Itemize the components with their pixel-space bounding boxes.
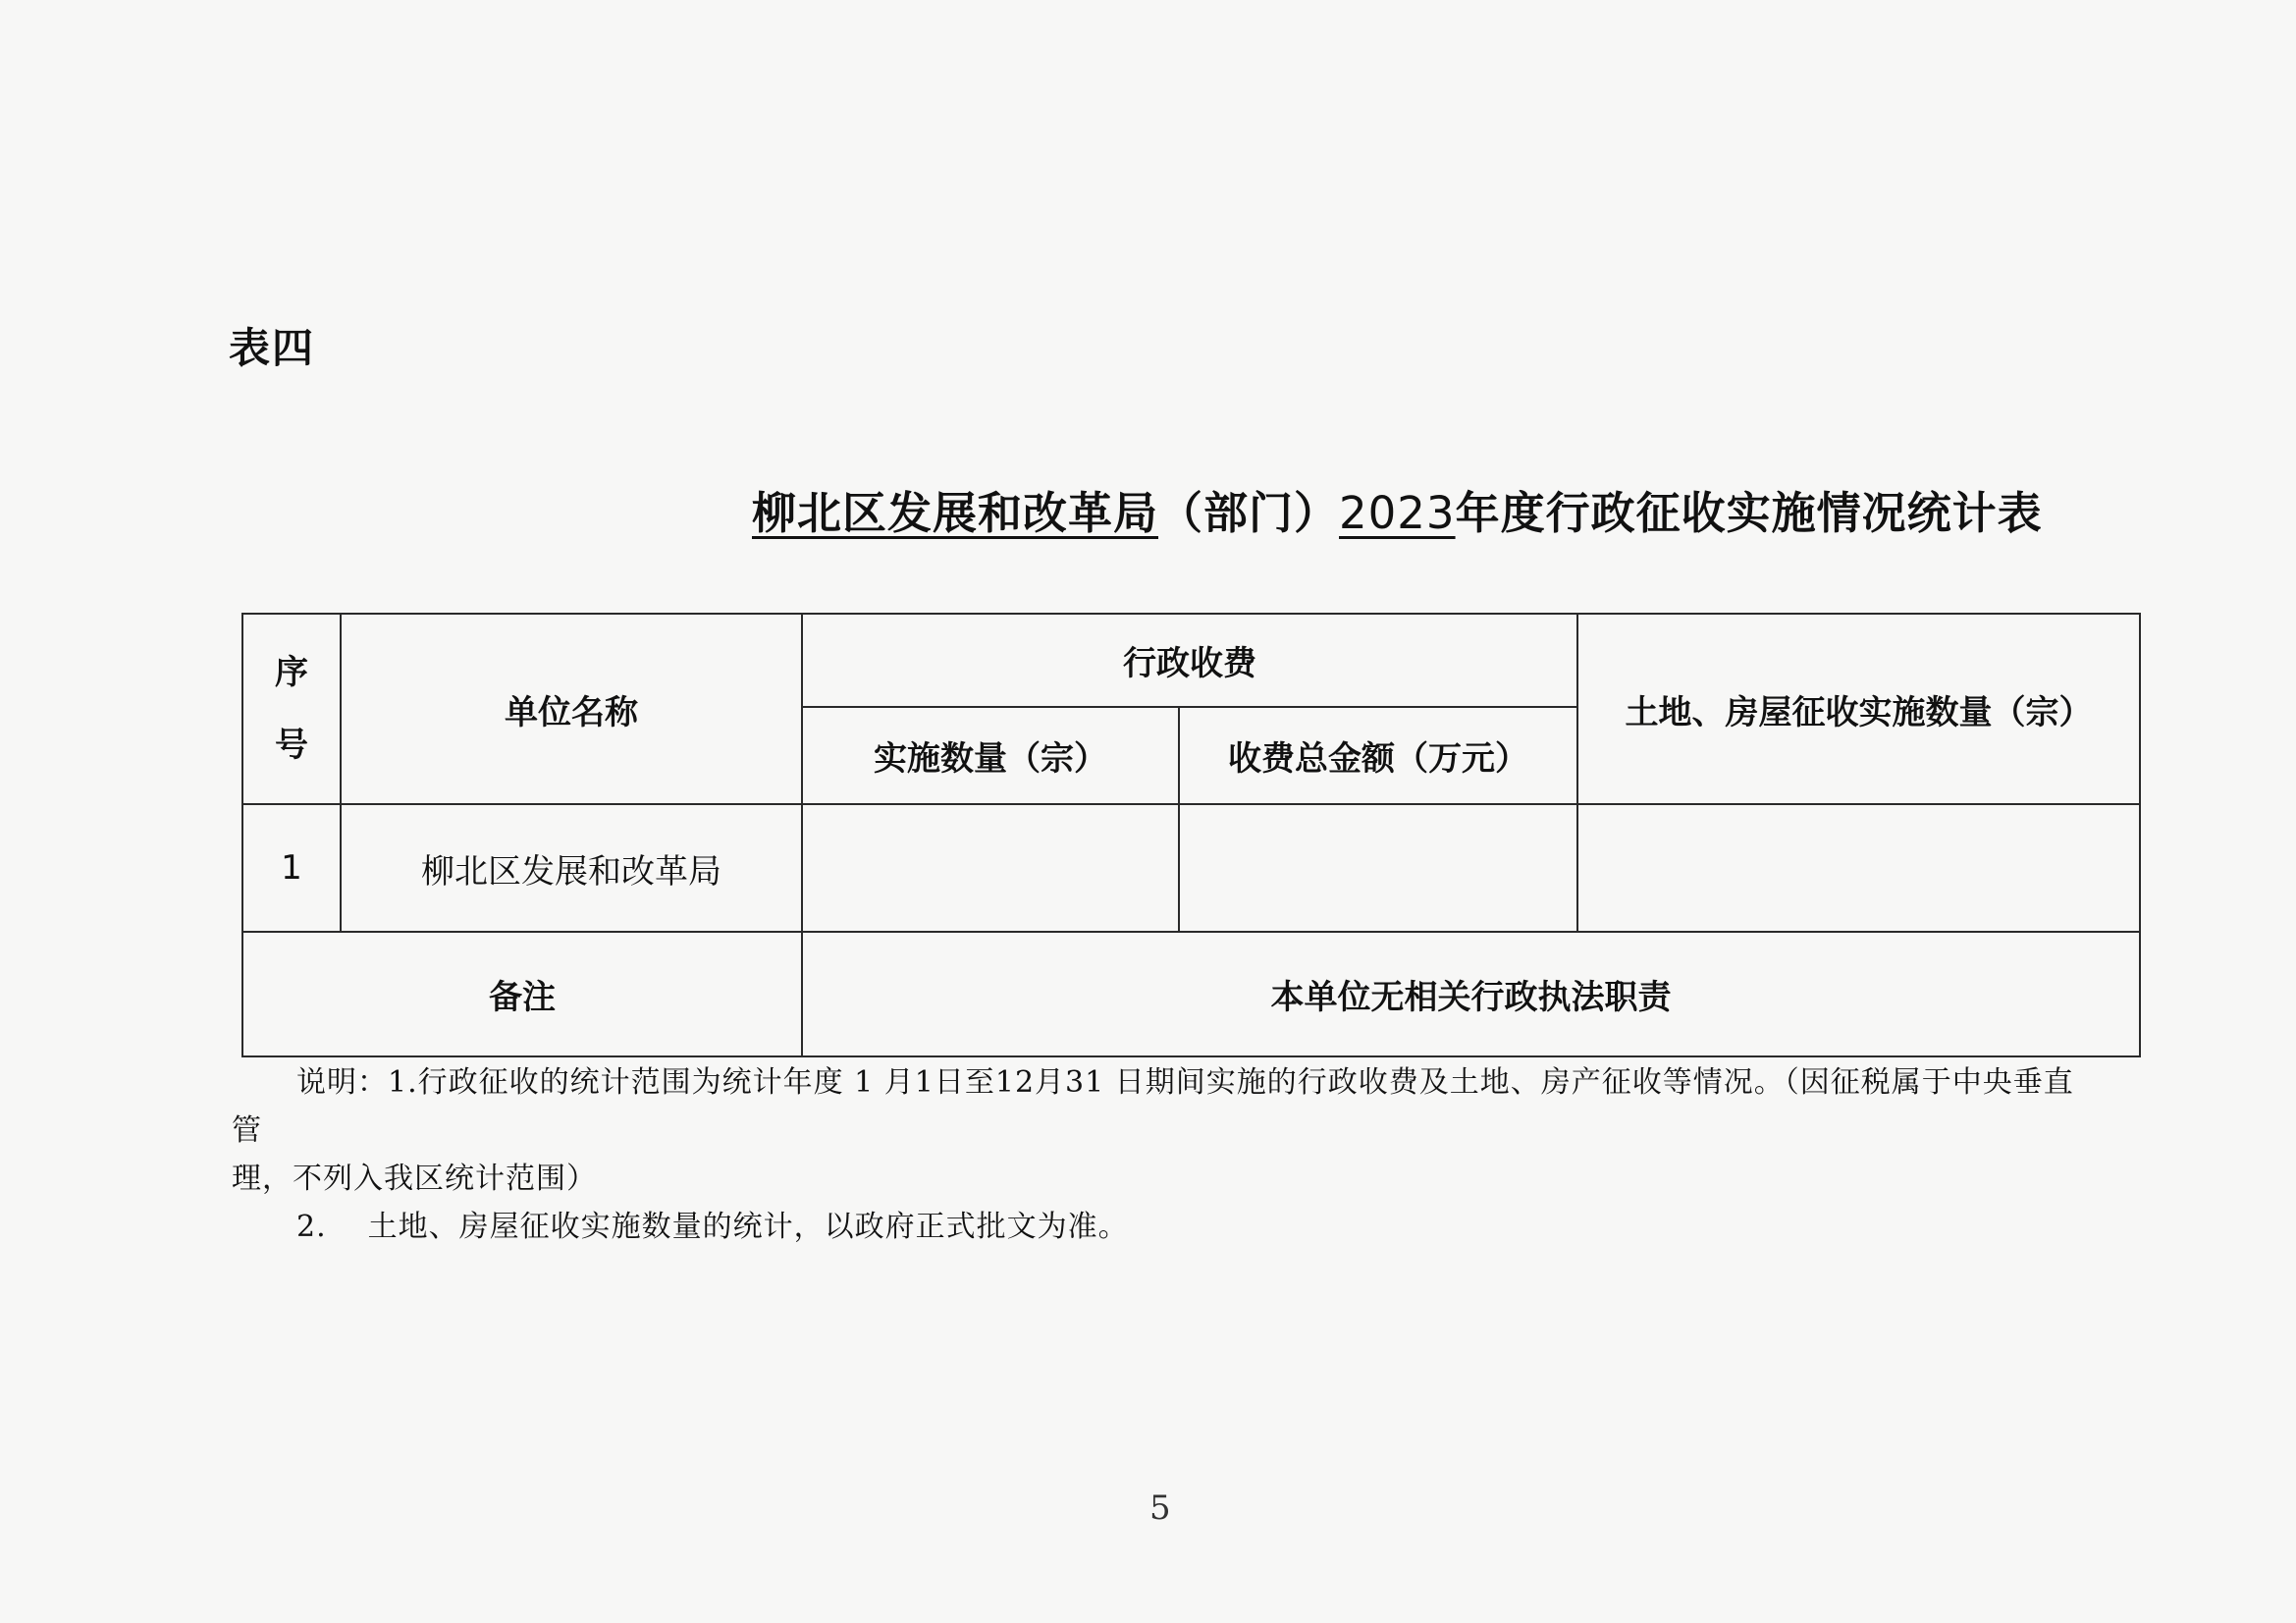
header-land-housing: 土地、房屋征收实施数量（宗） [1577, 614, 2140, 804]
note-line-3 [232, 1203, 2087, 1251]
table-tag: 表四 [229, 324, 316, 372]
remark-value: 本单位无相关行政执法职责 [802, 932, 2140, 1056]
title-year: 2023 [1339, 487, 1456, 539]
remark-label: 备注 [242, 932, 802, 1056]
row-unit-name: 柳北区发展和改革局 [341, 804, 802, 932]
header-fee-total: 收费总金额（万元） [1179, 707, 1577, 804]
table-row [242, 804, 2140, 932]
title-dept: 柳北区发展和改革局 [752, 487, 1159, 539]
title-rest: 年度行政征收实施情况统计表 [1455, 487, 2043, 539]
row-fee-count [802, 804, 1179, 932]
notes [232, 1058, 2087, 1251]
row-land-count [1577, 804, 2140, 932]
page-number: 5 [1149, 1488, 1171, 1528]
note-text: 土地、房屋征收实施数量的统计，以政府正式批文为准。 [367, 1210, 1129, 1244]
row-seq: 1 [242, 804, 341, 932]
title-dept-suffix: （部门） [1158, 487, 1340, 539]
header-seq: 序 号 [242, 614, 341, 804]
header-fee-count: 实施数量（宗） [802, 707, 1179, 804]
header-unit-name: 单位名称 [341, 614, 802, 804]
note-line-2: 理，不列入我区统计范围） [232, 1162, 597, 1196]
statistics-table [241, 613, 2141, 1057]
row-fee-total [1179, 804, 1577, 932]
note-line-1: 说明：1.行政征收的统计范围为统计年度 1 月1日至12月31 日期间实施的行政收费及土地、房产征收等情况。（因征税属于中央垂直管 [232, 1065, 2074, 1148]
header-fee-group: 行政收费 [802, 614, 1577, 707]
note-number: 2. [296, 1210, 327, 1244]
page-title [752, 477, 2043, 541]
